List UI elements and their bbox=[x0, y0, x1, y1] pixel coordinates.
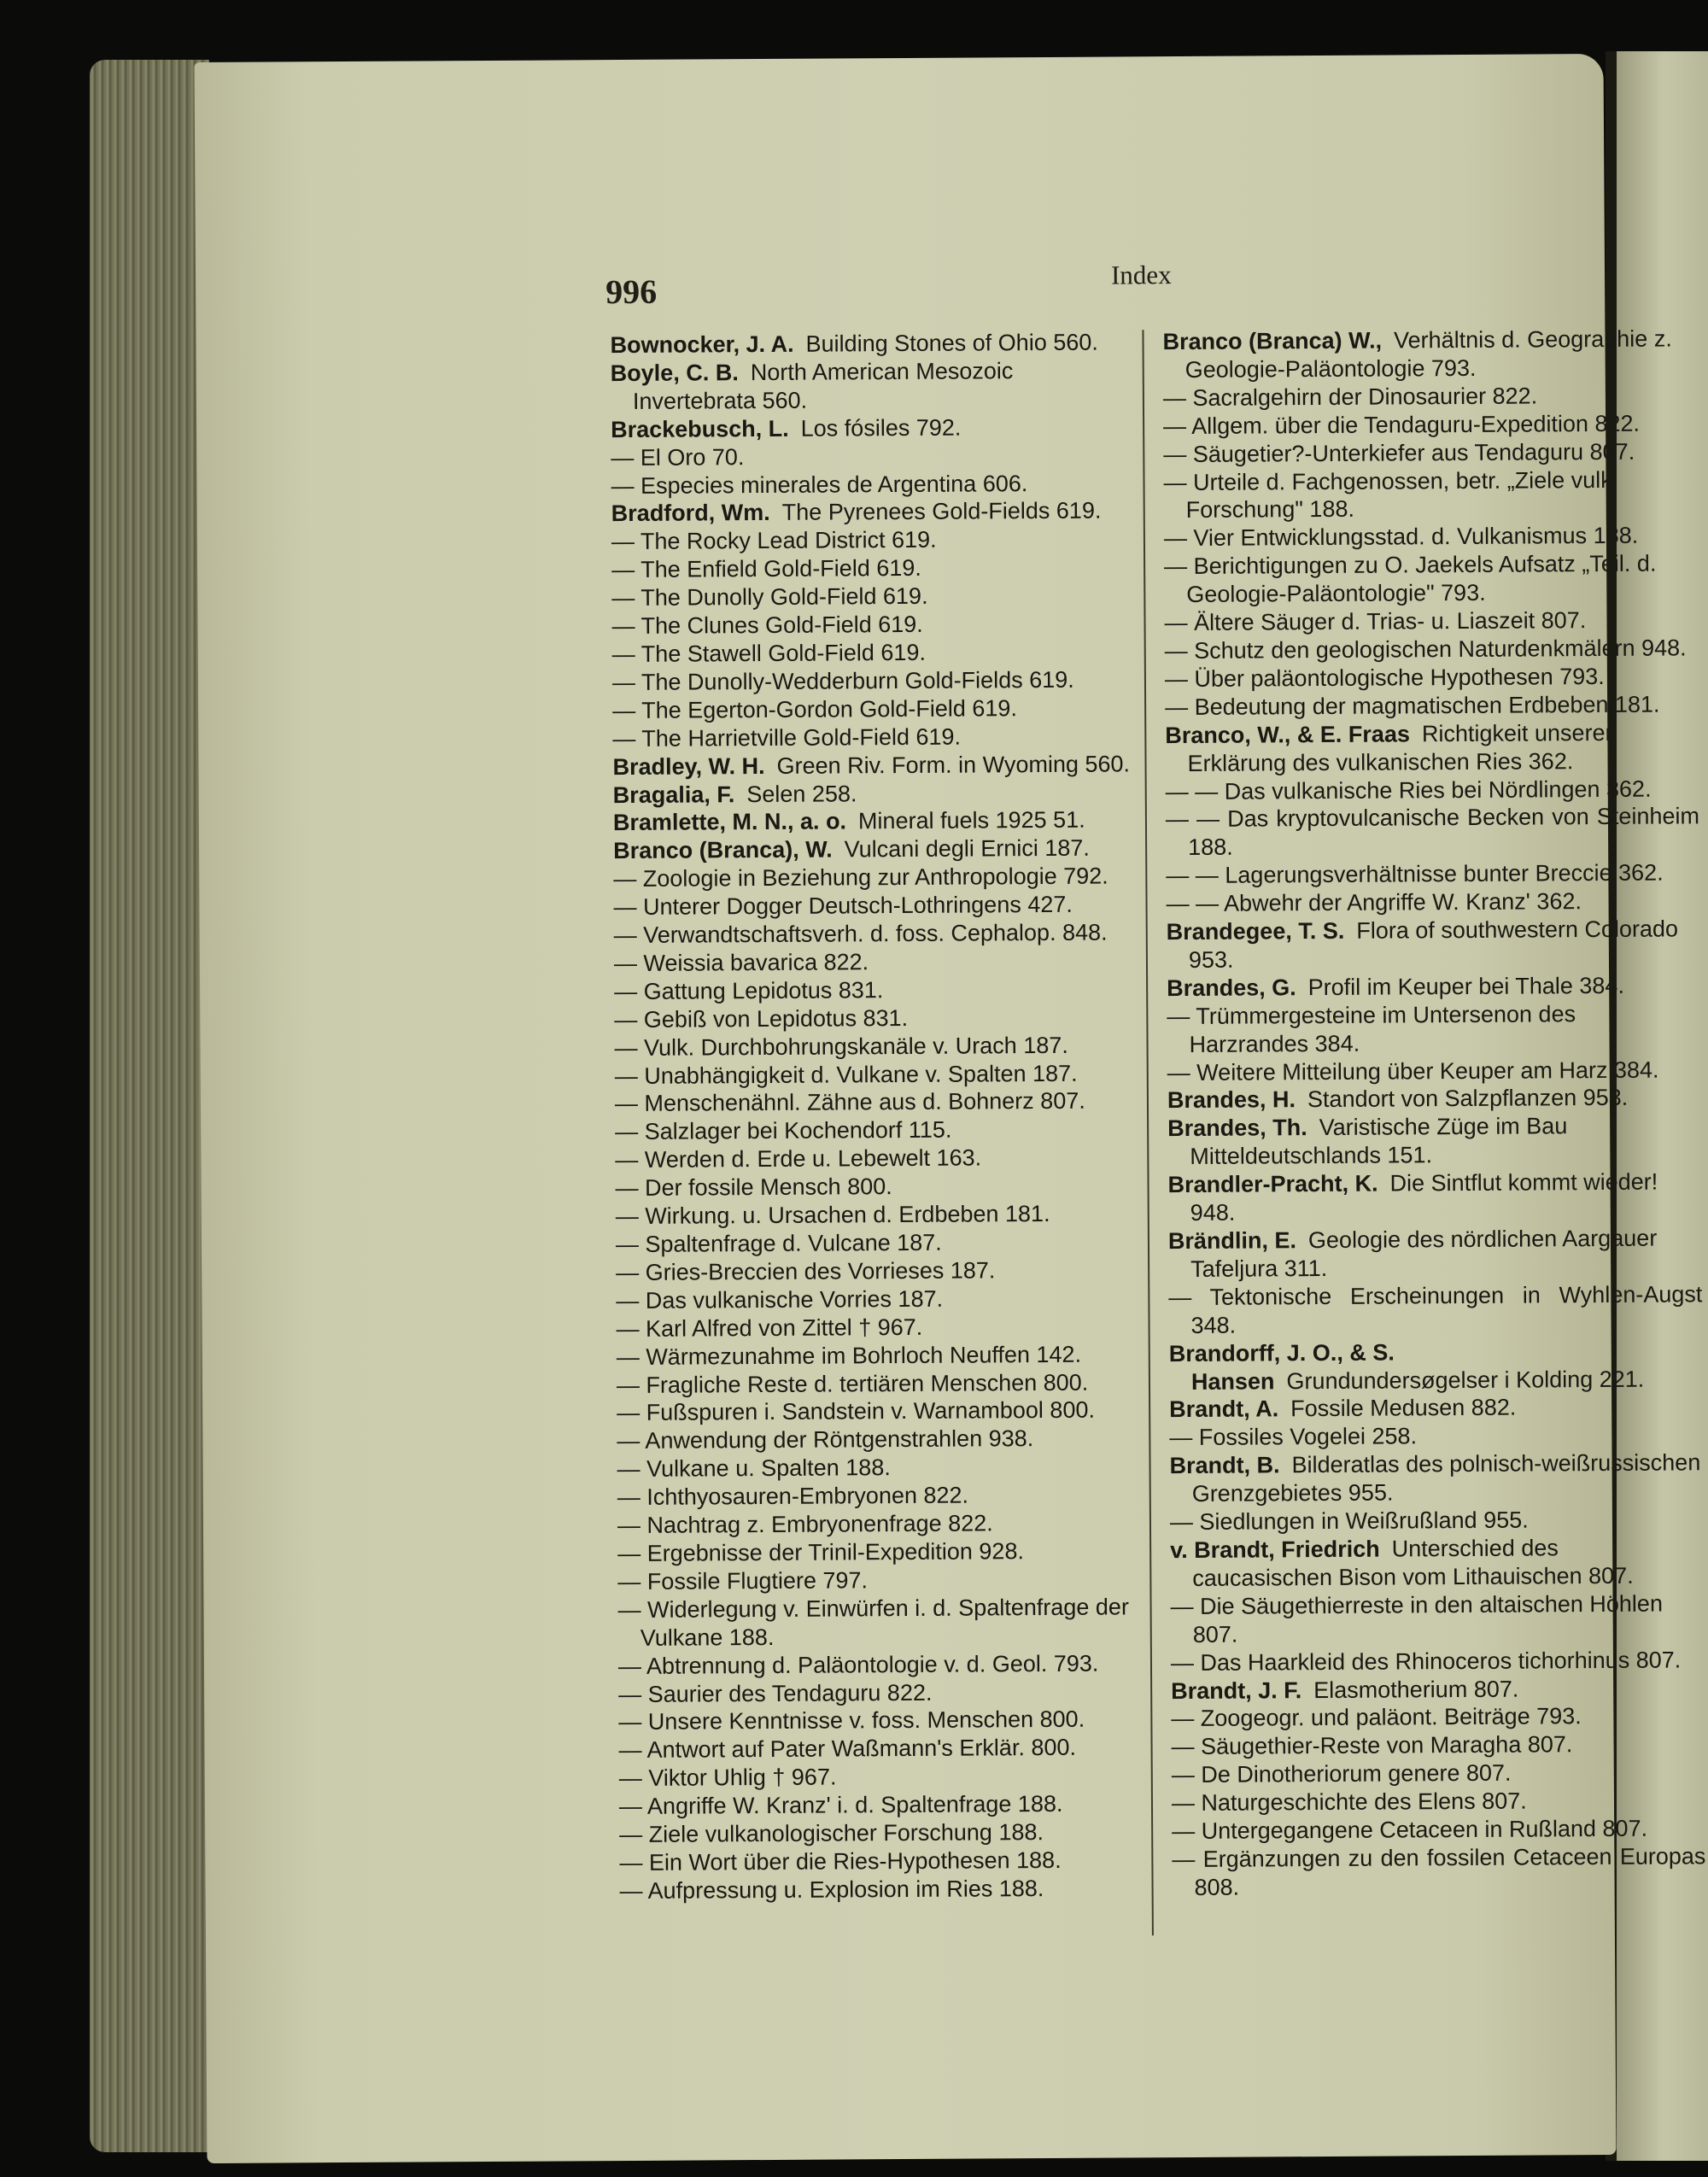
index-entry-title: — Weissia bavarica 822. bbox=[613, 949, 869, 977]
index-entry-title: — Ergänzungen zu den fossilen Cetaceen Europas 808. bbox=[1172, 1843, 1706, 1900]
index-entry-title: — Siedlungen in Weißrußland 955. bbox=[1169, 1507, 1529, 1536]
index-entry-author: Brandegee, T. S. bbox=[1166, 917, 1345, 945]
index-entry bbox=[1167, 1112, 1701, 1172]
index-entry bbox=[1163, 381, 1697, 413]
index-column-left bbox=[610, 328, 1149, 1905]
index-entry bbox=[617, 1508, 1147, 1540]
index-entry-title: — Spaltenfrage d. Vulcane 187. bbox=[615, 1229, 942, 1258]
index-entry-title: — Gattung Lepidotus 831. bbox=[614, 976, 884, 1004]
index-entry-title: — Tektonische Erscheinungen in Wyhlen-Augst 348. bbox=[1168, 1281, 1703, 1338]
index-entry bbox=[1167, 971, 1700, 1003]
index-entry bbox=[611, 469, 1140, 500]
index-entry-author: Branco (Branca) W., bbox=[1162, 327, 1383, 355]
index-entry-title: — The Clunes Gold-Field 619. bbox=[611, 611, 923, 640]
index-entry bbox=[1171, 1646, 1705, 1677]
index-entry bbox=[1162, 325, 1696, 384]
index-entry bbox=[1171, 1674, 1705, 1706]
index-entry bbox=[614, 1031, 1144, 1062]
index-entry-author: Brandes, Th. bbox=[1167, 1115, 1307, 1142]
index-entry-title: — Schutz den geologischen Naturdenkmälern 948. bbox=[1164, 635, 1687, 664]
index-entry-title: — Der fossile Mensch 800. bbox=[615, 1173, 892, 1202]
index-entry-title: — Aufpressung u. Explosion im Ries 188. bbox=[619, 1875, 1044, 1904]
index-entry-title: Building Stones of Ohio 560. bbox=[805, 329, 1098, 357]
index-entry bbox=[613, 834, 1143, 866]
index-entry bbox=[615, 1059, 1144, 1091]
index-entry-author: Boyle, C. B. bbox=[610, 360, 739, 386]
index-entry-title: Bilderatlas des polnisch-weißrussischen Grenzgebietes 955. bbox=[1191, 1449, 1701, 1507]
index-entry bbox=[1166, 859, 1699, 891]
index-entry bbox=[1170, 1589, 1704, 1649]
index-entry-author: Bramlette, M. N., a. o. bbox=[612, 808, 847, 836]
index-entry-title: — Über paläontologische Hypothesen 793. bbox=[1164, 663, 1605, 693]
index-entry-title: — The Rocky Lead District 619. bbox=[611, 527, 937, 555]
index-entry-title: — Vier Entwicklungsstad. d. Vulkanismus 188. bbox=[1163, 523, 1639, 552]
index-entry bbox=[612, 750, 1142, 781]
index-entry bbox=[612, 693, 1142, 725]
index-entry bbox=[1168, 1224, 1702, 1284]
index-entry-title: — Widerlegung v. Einwürfen i. d. Spaltenfrage der Vulkane 188. bbox=[617, 1594, 1129, 1651]
index-entry-title: — Vulkane u. Spalten 188. bbox=[617, 1454, 891, 1483]
index-entry-title: — Allgem. über die Tendaguru-Expedition 822. bbox=[1163, 410, 1641, 439]
index-entry-author: Bownocker, J. A. bbox=[610, 331, 794, 359]
index-entry-title: — Fußspuren i. Sandstein v. Warnambool 800. bbox=[617, 1397, 1096, 1426]
index-entry-title: — — Das vulkanische Ries bei Nördlingen 362. bbox=[1165, 775, 1652, 805]
index-entry-author: Brandt, J. F. bbox=[1171, 1677, 1302, 1704]
index-entry bbox=[618, 1677, 1148, 1709]
book-page-edges bbox=[90, 60, 209, 2152]
index-entry bbox=[617, 1536, 1147, 1568]
index-entry-title: — Ergebnisse der Trinil-Expedition 928. bbox=[617, 1538, 1025, 1567]
index-entry-title: North American Mesozoic Invertebrata 560. bbox=[632, 358, 1014, 414]
index-entry-title: — Bedeutung der magmatischen Erdbeben 181. bbox=[1165, 691, 1660, 720]
index-entry bbox=[1164, 606, 1698, 637]
index-entry bbox=[611, 525, 1141, 557]
index-entry bbox=[1172, 1814, 1705, 1846]
index-entry bbox=[1167, 1056, 1701, 1087]
index-entry-title: Richtigkeit unserer Erklärung des vulkanischen Ries 362. bbox=[1187, 719, 1613, 776]
index-entry bbox=[617, 1480, 1147, 1512]
index-entry bbox=[617, 1396, 1146, 1428]
index-entry-title: — The Stawell Gold-Field 619. bbox=[611, 639, 927, 668]
index-entry-author: v. Brandt, Friedrich bbox=[1170, 1536, 1380, 1564]
index-entry bbox=[614, 1003, 1144, 1034]
index-entry bbox=[1164, 550, 1698, 610]
index-entry bbox=[619, 1846, 1149, 1877]
index-entry bbox=[1171, 1702, 1705, 1734]
index-entry-title: — The Harrietville Gold-Field 619. bbox=[612, 723, 962, 752]
index-entry bbox=[1171, 1730, 1705, 1762]
index-entry bbox=[1172, 1759, 1705, 1790]
index-entry bbox=[619, 1874, 1149, 1905]
index-entry bbox=[612, 665, 1142, 697]
index-entry bbox=[1167, 1084, 1701, 1115]
index-entry bbox=[619, 1789, 1149, 1821]
index-entry bbox=[611, 609, 1141, 641]
index-entry-title: — Fossile Flugtiere 797. bbox=[617, 1567, 869, 1595]
index-entry bbox=[615, 1171, 1144, 1203]
index-entry-title: — Wirkung. u. Ursachen d. Erdbeben 181. bbox=[615, 1201, 1050, 1230]
index-entry-title: — Saurier des Tendaguru 822. bbox=[618, 1679, 933, 1707]
index-entry-title: — Ichthyosauren-Embryonen 822. bbox=[617, 1482, 969, 1511]
index-entry bbox=[1169, 1449, 1703, 1509]
index-entry-title: — Gries-Breccien des Vorrieses 187. bbox=[616, 1257, 996, 1285]
index-entry-title: — — Abwehr der Angriffe W. Kranz' 362. bbox=[1166, 888, 1582, 917]
index-column-right bbox=[1162, 325, 1705, 1902]
index-entry-title: — Antwort auf Pater Waßmann's Erklär. 800. bbox=[618, 1735, 1077, 1764]
index-entry bbox=[1168, 1280, 1702, 1340]
index-entry bbox=[1169, 1421, 1703, 1453]
index-entry bbox=[616, 1199, 1145, 1231]
index-entry-title: Green Riv. Form. in Wyoming 560. bbox=[776, 750, 1131, 779]
index-entry bbox=[616, 1255, 1145, 1287]
index-entry-author: Branco (Branca), W. bbox=[613, 836, 833, 864]
index-entry bbox=[611, 581, 1141, 612]
index-entry-title: — Angriffe W. Kranz' i. d. Spaltenfrage 188. bbox=[618, 1791, 1063, 1820]
index-entry bbox=[616, 1227, 1145, 1259]
index-entry bbox=[1165, 662, 1699, 693]
index-entry-title: — Fragliche Reste d. tertiären Menschen 800. bbox=[616, 1369, 1089, 1398]
index-entry-author: Brandt, B. bbox=[1169, 1452, 1280, 1479]
index-entry-title: — Ältere Säuger d. Trias- u. Liaszeit 807. bbox=[1164, 607, 1587, 636]
index-entry bbox=[618, 1649, 1148, 1681]
index-entry-title: — Das Haarkleid des Rhinoceros tichorhinus 807. bbox=[1170, 1647, 1682, 1676]
index-entry-title: — Unterer Dogger Deutsch-Lothringens 427. bbox=[613, 891, 1073, 921]
index-entry-title: — Vulk. Durchbohrungskanäle v. Urach 187. bbox=[614, 1032, 1068, 1061]
index-entry-title: — Salzlager bei Kochendorf 115. bbox=[615, 1117, 952, 1145]
index-entry bbox=[616, 1284, 1145, 1315]
index-entry bbox=[613, 778, 1143, 810]
index-entry bbox=[610, 328, 1139, 360]
index-entry bbox=[615, 1115, 1144, 1147]
index-entry-title: — Gebiß von Lepidotus 831. bbox=[614, 1004, 909, 1033]
index-entry bbox=[1163, 437, 1697, 469]
index-entry bbox=[617, 1425, 1146, 1456]
index-entry bbox=[1163, 465, 1697, 525]
index-entry-author: Bragalia, F. bbox=[612, 781, 735, 808]
index-entry-title: — Urteile d. Fachgenossen, betr. „Ziele vulk. Forschung" 188. bbox=[1163, 466, 1619, 524]
index-entry-title: Mineral fuels 1925 51. bbox=[857, 807, 1085, 834]
index-entry-title: — Zoogeogr. und paläont. Beiträge 793. bbox=[1171, 1703, 1582, 1732]
index-entry bbox=[618, 1734, 1148, 1765]
index-entry-title: — Wärmezunahme im Bohrloch Neuffen 142. bbox=[616, 1341, 1082, 1370]
index-entry bbox=[1167, 915, 1700, 974]
index-entry-author: Branco, W., & E. Fraas bbox=[1165, 721, 1411, 748]
index-entry-title: Varistische Züge im Bau Mitteldeutschlands 151. bbox=[1190, 1113, 1568, 1170]
index-entry-title: — The Dunolly Gold-Field 619. bbox=[611, 582, 928, 612]
index-entry-title: Selen 258. bbox=[746, 780, 857, 807]
index-entry bbox=[616, 1312, 1145, 1343]
index-entry bbox=[1166, 887, 1699, 918]
index-entry bbox=[1167, 999, 1700, 1059]
index-entry-title: — — Das kryptovulcanische Becken von Steinheim 188. bbox=[1165, 803, 1700, 861]
index-entry bbox=[611, 356, 1140, 416]
index-entry bbox=[612, 637, 1142, 669]
index-entry-title: — Weitere Mitteilung über Keuper am Harz 384. bbox=[1167, 1056, 1659, 1086]
index-entry bbox=[1172, 1842, 1705, 1902]
index-entry bbox=[614, 946, 1144, 978]
index-entry-title: Fossile Medusen 882. bbox=[1290, 1395, 1517, 1422]
index-entry-title: — — Lagerungsverhältnisse bunter Breccie 362. bbox=[1166, 859, 1664, 889]
index-entry bbox=[1163, 409, 1697, 441]
index-entry bbox=[619, 1817, 1149, 1849]
index-entry bbox=[1169, 1393, 1703, 1425]
index-entry-title: — Verwandtschaftsverh. d. foss. Cephalop. 848. bbox=[613, 919, 1108, 949]
index-entry-title: — Especies minerales de Argentina 606. bbox=[611, 470, 1028, 499]
index-entry bbox=[1170, 1505, 1704, 1536]
index-entry bbox=[1169, 1337, 1703, 1396]
index-entry-author: Brändlin, E. bbox=[1167, 1227, 1297, 1255]
index-entry bbox=[617, 1340, 1146, 1372]
index-entry-title: Flora of southwestern Colorado 953. bbox=[1188, 916, 1679, 973]
index-entry-title: — Das vulkanische Vorries 187. bbox=[616, 1285, 944, 1314]
index-entry-title: Grundundersøgelser i Kolding 221. bbox=[1286, 1366, 1645, 1394]
index-entry bbox=[611, 553, 1141, 585]
index-entry-author: Brandler-Pracht, K. bbox=[1167, 1170, 1378, 1198]
index-entry bbox=[1167, 1168, 1701, 1227]
index-entry-title: — Untergegangene Cetaceen in Rußland 807. bbox=[1172, 1815, 1648, 1845]
index-entry-title: — Berichtigungen zu O. Jaekels Aufsatz „Teil. d. Geologie-Paläontologie" 793. bbox=[1164, 550, 1657, 608]
index-entry bbox=[1164, 522, 1698, 553]
index-entry bbox=[614, 974, 1144, 1006]
index-entry bbox=[617, 1368, 1146, 1400]
index-entry bbox=[617, 1593, 1147, 1653]
index-entry-title: — Anwendung der Röntgenstrahlen 938. bbox=[617, 1425, 1034, 1454]
index-entry-title: — The Enfield Gold-Field 619. bbox=[611, 555, 921, 583]
index-entry-title: — Ziele vulkanologischer Forschung 188. bbox=[619, 1819, 1044, 1848]
index-entry-title: — Die Säugethierreste in den altaischen Höhlen 807. bbox=[1170, 1590, 1664, 1647]
index-entry bbox=[615, 1144, 1144, 1175]
index-entry-title: Geologie des nördlichen Aargauer Tafeljura 311. bbox=[1190, 1225, 1658, 1282]
index-entry-title: — Karl Alfred von Zittel † 967. bbox=[616, 1314, 923, 1342]
index-entry bbox=[619, 1761, 1149, 1793]
index-entry-author: Brandes, H. bbox=[1167, 1086, 1296, 1114]
running-head: Index bbox=[1110, 260, 1172, 290]
index-entry-title: — Säugethier-Reste von Maragha 807. bbox=[1171, 1731, 1573, 1760]
index-entry-title: Standort von Salzpflanzen 953. bbox=[1307, 1085, 1629, 1113]
page-number: 996 bbox=[605, 272, 658, 312]
index-entry bbox=[613, 806, 1143, 838]
index-entry bbox=[617, 1565, 1147, 1596]
index-entry-title: Vulcani degli Ernici 187. bbox=[844, 834, 1090, 863]
index-entry bbox=[1172, 1786, 1705, 1817]
index-entry-author: Bradley, W. H. bbox=[612, 752, 765, 780]
index-entry bbox=[1170, 1533, 1704, 1593]
index-entry bbox=[1166, 775, 1699, 806]
index-entry-title: The Pyrenees Gold-Fields 619. bbox=[781, 498, 1102, 526]
index-entry-title: Los fósiles 792. bbox=[800, 414, 962, 442]
index-entry bbox=[611, 497, 1141, 529]
index-entry-title: — Trümmergesteine im Untersenon des Harzrandes 384. bbox=[1167, 1000, 1576, 1057]
index-entry-title: — Viktor Uhlig † 967. bbox=[618, 1764, 837, 1792]
index-entry-title: — Werden d. Erde u. Lebewelt 163. bbox=[615, 1144, 982, 1173]
index-entry-title: — Sacralgehirn der Dinosaurier 822. bbox=[1162, 383, 1538, 411]
index-entry-title: — Zoologie in Beziehung zur Anthropologie 792. bbox=[613, 863, 1108, 892]
index-entry-title: — Naturgeschichte des Elens 807. bbox=[1171, 1788, 1527, 1817]
index-entry-title: Die Sintflut kommt wieder! 948. bbox=[1190, 1168, 1658, 1226]
index-entry bbox=[613, 890, 1143, 922]
index-entry-title: Profil im Keuper bei Thale 384. bbox=[1307, 972, 1624, 1000]
index-entry-title: — Menschenähnl. Zähne aus d. Bohnerz 807. bbox=[614, 1088, 1085, 1117]
index-entry-author: Brackebusch, L. bbox=[611, 415, 789, 442]
index-entry bbox=[615, 1087, 1144, 1119]
index-page bbox=[195, 54, 1706, 2163]
index-entry bbox=[618, 1706, 1148, 1737]
index-entry-title: — Unsere Kenntnisse v. foss. Menschen 800. bbox=[618, 1706, 1085, 1735]
index-entry-title: — El Oro 70. bbox=[611, 443, 745, 471]
index-entry bbox=[617, 1453, 1146, 1484]
index-entry-author: Bradford, Wm. bbox=[611, 500, 770, 527]
index-entry bbox=[1165, 690, 1699, 722]
index-entry-title: — The Dunolly-Wedderburn Gold-Fields 619. bbox=[611, 666, 1074, 695]
index-entry bbox=[611, 413, 1140, 444]
index-entry-title: Verhältnis d. Geographie z. Geologie-Paläontologie 793. bbox=[1184, 325, 1672, 383]
index-entry-title: — Säugetier?-Unterkiefer aus Tendaguru 807. bbox=[1163, 438, 1635, 467]
index-entry bbox=[1165, 718, 1699, 778]
index-entry bbox=[611, 441, 1140, 472]
index-entry-title: — Nachtrag z. Embryonenfrage 822. bbox=[617, 1510, 993, 1539]
index-entry-title: — De Dinotheriorum genere 807. bbox=[1171, 1759, 1512, 1788]
index-entry bbox=[614, 918, 1144, 950]
index-entry-title: — Unabhängigkeit d. Vulkane v. Spalten 187. bbox=[614, 1060, 1078, 1089]
index-entry-title: — Ein Wort über die Ries-Hypothesen 188. bbox=[619, 1846, 1062, 1876]
index-entry-title: — The Egerton-Gordon Gold-Field 619. bbox=[612, 694, 1017, 723]
index-entry-title: — Fossiles Vogelei 258. bbox=[1169, 1423, 1418, 1451]
index-entry-author: Brandt, A. bbox=[1169, 1396, 1279, 1423]
index-entry-title: — Abtrennung d. Paläontologie v. d. Geol. 793. bbox=[617, 1650, 1099, 1679]
index-entry-title: Elasmotherium 807. bbox=[1313, 1676, 1519, 1703]
index-entry bbox=[1165, 634, 1699, 665]
index-entry bbox=[1166, 803, 1699, 863]
index-entry bbox=[613, 863, 1143, 894]
index-entry-title: Unterschied des caucasischen Bison vom Lithauischen 807. bbox=[1192, 1535, 1634, 1591]
index-entry-author: Brandorff, J. O., & S. Hansen bbox=[1168, 1339, 1395, 1395]
index-entry-author: Brandes, G. bbox=[1167, 974, 1296, 1001]
index-entry bbox=[612, 722, 1142, 753]
